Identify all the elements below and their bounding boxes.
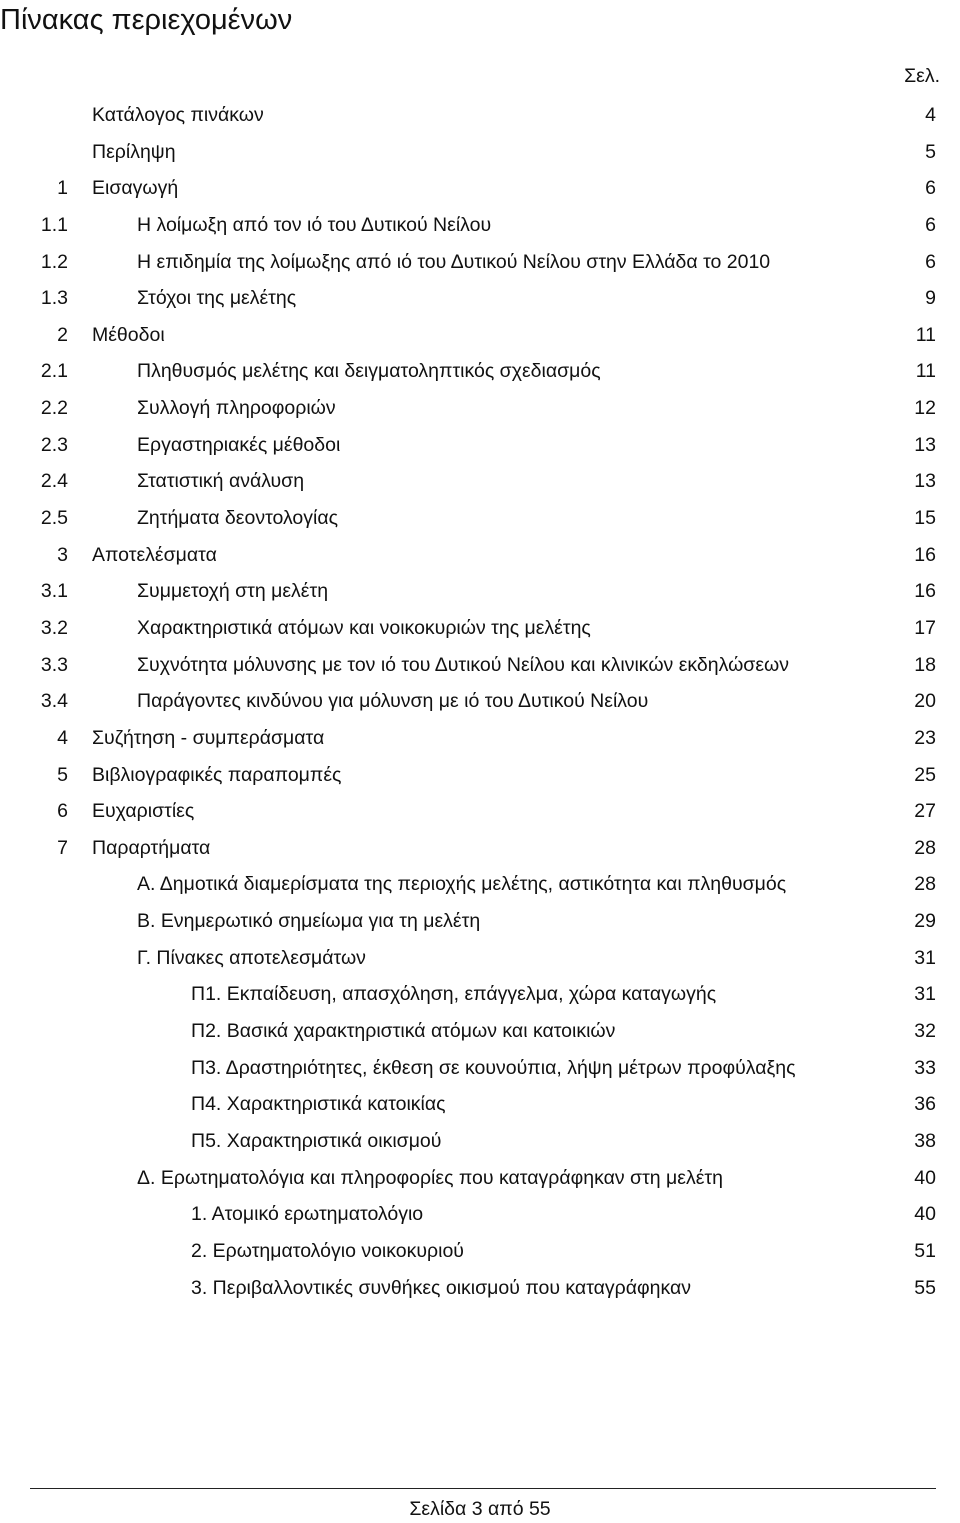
toc-entry-page: 6 — [925, 250, 936, 273]
toc-entry-page: 28 — [914, 836, 936, 859]
toc-entry-number: 3.4 — [40, 690, 68, 713]
page-title: Πίνακας περιεχομένων — [0, 4, 293, 36]
page-footer: Σελίδα 3 από 55 — [409, 1498, 551, 1520]
toc-entry-number: 1 — [57, 177, 68, 200]
toc-entry-number: 1.3 — [40, 287, 68, 310]
toc-entry-page: 25 — [914, 763, 936, 786]
toc-entry-title: Συχνότητα μόλυνσης με τον ιό του Δυτικού Νείλου και κλινικών εκδηλώσεων — [137, 653, 789, 676]
toc-entry-number: 7 — [57, 836, 68, 859]
toc-entry[interactable] — [0, 97, 960, 134]
table-of-contents — [0, 97, 960, 1306]
toc-entry-title: Η επιδημία της λοίμωξης από ιό του Δυτικού Νείλου στην Ελλάδα το 2010 — [137, 250, 771, 273]
toc-entry-number: 5 — [57, 763, 68, 786]
toc-entry-number: 2.4 — [40, 470, 68, 493]
toc-entry-page: 27 — [914, 800, 936, 823]
toc-entry-page: 11 — [915, 323, 936, 346]
toc-entry[interactable] — [0, 573, 960, 610]
toc-entry[interactable] — [0, 903, 960, 940]
toc-entry-page: 16 — [914, 580, 936, 603]
toc-entry-page: 13 — [914, 433, 936, 456]
toc-entry[interactable] — [0, 720, 960, 757]
toc-entry-page: 51 — [914, 1239, 936, 1262]
toc-entry-page: 55 — [914, 1276, 936, 1299]
toc-entry-page: 6 — [925, 177, 936, 200]
toc-entry-page: 11 — [915, 360, 936, 383]
toc-entry[interactable] — [0, 207, 960, 244]
page-column-header: Σελ. — [904, 65, 940, 87]
toc-entry-page: 33 — [914, 1056, 936, 1079]
toc-entry-page: 36 — [914, 1093, 936, 1116]
toc-entry[interactable] — [0, 537, 960, 574]
toc-entry-page: 23 — [914, 726, 936, 749]
toc-entry[interactable] — [0, 1050, 960, 1087]
toc-entry-title: Παραρτήματα — [92, 836, 211, 859]
toc-entry-page: 40 — [914, 1166, 936, 1189]
toc-entry[interactable] — [0, 1013, 960, 1050]
toc-entry-title: 1. Ατομικό ερωτηματολόγιο — [191, 1203, 424, 1226]
toc-entry[interactable] — [0, 830, 960, 867]
toc-entry-title: Β. Ενημερωτικό σημείωμα για τη μελέτη — [137, 910, 481, 933]
toc-entry[interactable] — [0, 500, 960, 537]
toc-entry-page: 6 — [925, 213, 936, 236]
toc-entry-title: Α. Δημοτικά διαμερίσματα της περιοχής μελέτης, αστικότητα και πληθυσμός — [137, 873, 787, 896]
toc-entry-title: Πληθυσμός μελέτης και δειγματοληπτικός σχεδιασμός — [137, 360, 601, 383]
toc-entry-title: 2. Ερωτηματολόγιο νοικοκυριού — [191, 1239, 464, 1262]
toc-entry[interactable] — [0, 353, 960, 390]
toc-entry-number: 2.2 — [40, 397, 68, 420]
toc-entry-number: 1.1 — [40, 213, 68, 236]
toc-entry-title: Εργαστηριακές μέθοδοι — [137, 433, 341, 456]
toc-entry-title: Π3. Δραστηριότητες, έκθεση σε κουνούπια, λήψη μέτρων προφύλαξης — [191, 1056, 796, 1079]
toc-entry-title: Γ. Πίνακες αποτελεσμάτων — [137, 946, 366, 969]
toc-entry-title: Ευχαριστίες — [92, 800, 195, 823]
toc-entry[interactable] — [0, 610, 960, 647]
toc-entry-page: 31 — [914, 983, 936, 1006]
toc-entry-page: 16 — [914, 543, 936, 566]
toc-entry-page: 40 — [914, 1203, 936, 1226]
toc-entry-page: 15 — [914, 507, 936, 530]
toc-entry[interactable] — [0, 134, 960, 171]
toc-entry-page: 32 — [914, 1020, 936, 1043]
toc-entry-page: 4 — [925, 104, 936, 126]
toc-entry-number: 2 — [57, 323, 68, 346]
toc-entry-title: Π4. Χαρακτηριστικά κατοικίας — [191, 1093, 446, 1116]
toc-entry-page: 9 — [925, 287, 936, 310]
toc-entry-page: 20 — [914, 690, 936, 713]
toc-entry-page: 28 — [914, 873, 936, 896]
toc-entry[interactable] — [0, 683, 960, 720]
toc-entry-page: 13 — [914, 470, 936, 493]
toc-entry-title: Εισαγωγή — [92, 177, 179, 200]
toc-entry-page: 5 — [925, 140, 936, 163]
toc-entry-title: Π5. Χαρακτηριστικά οικισμού — [191, 1129, 442, 1152]
toc-entry-title: Δ. Ερωτηματολόγια και πληροφορίες που καταγράφηκαν στη μελέτη — [137, 1166, 723, 1189]
toc-entry[interactable] — [0, 1196, 960, 1233]
toc-entry[interactable] — [0, 390, 960, 427]
toc-entry[interactable] — [0, 976, 960, 1013]
toc-entry-number: 1.2 — [40, 250, 68, 273]
toc-entry[interactable] — [0, 463, 960, 500]
toc-entry-title: Συμμετοχή στη μελέτη — [137, 580, 329, 603]
toc-entry[interactable] — [0, 1086, 960, 1123]
toc-entry-number: 2.1 — [40, 360, 68, 383]
toc-entry-page: 29 — [914, 910, 936, 933]
toc-entry[interactable] — [0, 1270, 960, 1307]
toc-entry[interactable] — [0, 1123, 960, 1160]
toc-entry-number: 2.3 — [40, 433, 68, 456]
toc-entry-number: 6 — [57, 800, 68, 823]
toc-entry-title: Αποτελέσματα — [92, 543, 217, 566]
toc-entry-title: Ζητήματα δεοντολογίας — [137, 507, 339, 530]
toc-entry-page: 38 — [914, 1129, 936, 1152]
toc-entry-title: Π2. Βασικά χαρακτηριστικά ατόμων και κατοικιών — [191, 1020, 616, 1043]
toc-entry-title: Παράγοντες κινδύνου για μόλυνση με ιό του Δυτικού Νείλου — [137, 690, 649, 713]
toc-entry-title: Συλλογή πληροφοριών — [137, 397, 336, 420]
toc-entry-title: Περίληψη — [92, 140, 176, 163]
toc-entry[interactable] — [0, 1233, 960, 1270]
toc-entry-title: Βιβλιογραφικές παραπομπές — [92, 763, 342, 786]
toc-entry[interactable] — [0, 866, 960, 903]
toc-entry[interactable] — [0, 757, 960, 794]
toc-entry-title: Π1. Εκπαίδευση, απασχόληση, επάγγελμα, χώρα καταγωγής — [191, 983, 717, 1006]
toc-entry-page: 12 — [914, 397, 936, 420]
footer-divider — [30, 1488, 936, 1489]
toc-entry[interactable] — [0, 1160, 960, 1197]
toc-entry-page: 17 — [914, 616, 936, 639]
toc-entry[interactable] — [0, 647, 960, 684]
toc-entry[interactable] — [0, 317, 960, 354]
toc-entry[interactable] — [0, 793, 960, 830]
toc-entry-page: 31 — [914, 946, 936, 969]
toc-entry-title: Συζήτηση - συμπεράσματα — [92, 726, 325, 749]
toc-entry[interactable] — [0, 427, 960, 464]
toc-entry-title: Στόχοι της μελέτης — [137, 287, 297, 310]
toc-entry-number: 3 — [57, 543, 68, 566]
toc-entry-title: Κατάλογος πινάκων — [92, 104, 264, 126]
toc-entry-title: Χαρακτηριστικά ατόμων και νοικοκυριών της μελέτης — [137, 616, 591, 639]
toc-entry[interactable] — [0, 280, 960, 317]
toc-entry-title: Η λοίμωξη από τον ιό του Δυτικού Νείλου — [137, 213, 492, 236]
toc-entry[interactable] — [0, 170, 960, 207]
toc-entry-page: 18 — [914, 653, 936, 676]
toc-entry-number: 3.2 — [40, 616, 68, 639]
toc-entry-number: 4 — [57, 726, 68, 749]
toc-entry-title: Στατιστική ανάλυση — [137, 470, 305, 493]
toc-entry[interactable] — [0, 244, 960, 281]
toc-entry-title: 3. Περιβαλλοντικές συνθήκες οικισμού που καταγράφηκαν — [191, 1276, 692, 1299]
toc-entry[interactable] — [0, 940, 960, 977]
toc-entry-number: 3.3 — [40, 653, 68, 676]
toc-entry-title: Μέθοδοι — [92, 323, 165, 346]
toc-entry-number: 2.5 — [40, 507, 68, 530]
toc-entry-number: 3.1 — [40, 580, 68, 603]
